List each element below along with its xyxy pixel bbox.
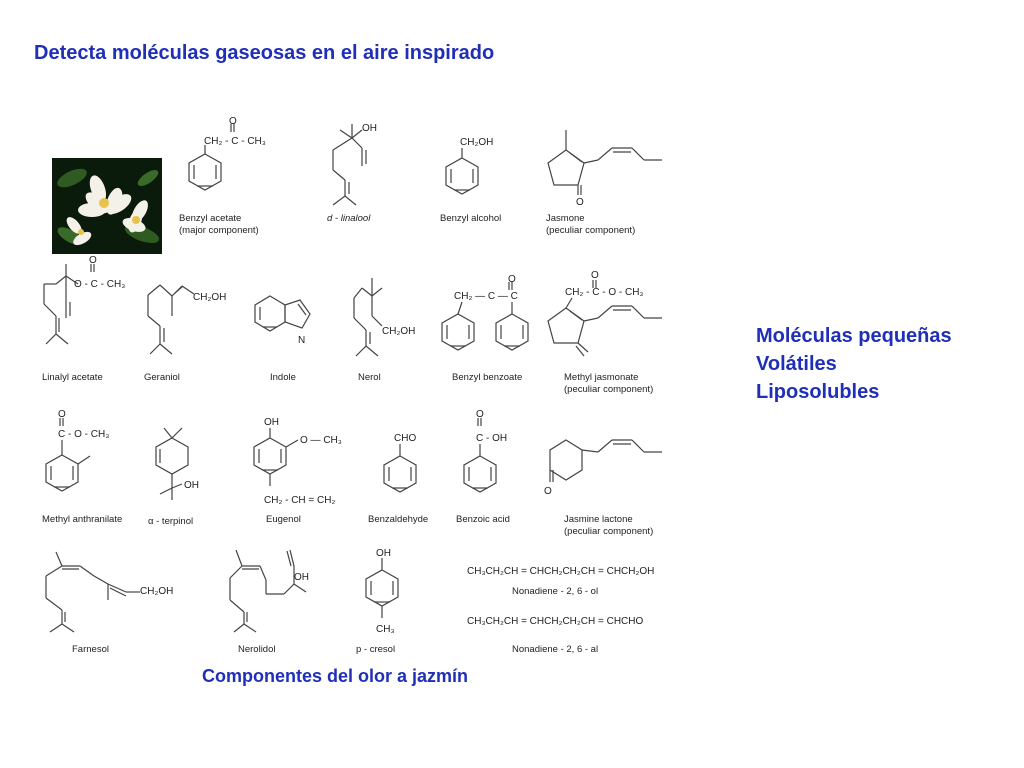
nerol-name: Nerol (358, 372, 381, 383)
jasmone-note: (peculiar component) (546, 225, 636, 236)
jasmine-lactone-note: (peculiar component) (564, 526, 654, 537)
p-cresol-formula: CH₃ (376, 624, 395, 635)
jasmine-lactone-name: Jasmine lactone (564, 514, 633, 525)
geraniol-name: Geraniol (144, 372, 180, 383)
nerolidol-name: Nerolidol (238, 644, 276, 655)
slide-title: Detecta moléculas gaseosas en el aire inspirado (34, 42, 495, 64)
methyl-jasmonate-formula-top: O (591, 270, 599, 281)
eugenol-formula: O — CH₃ (300, 435, 342, 446)
jasmone-name: Jasmone (546, 213, 585, 224)
eugenol-formula-top: OH (264, 417, 279, 428)
figure-caption: Componentes del olor a jazmín (202, 666, 469, 686)
benzyl-acetate-formula: CH₂ - C - CH₃ (204, 136, 266, 147)
linalool-formula: OH (362, 123, 377, 134)
eugenol-name: Eugenol (266, 514, 301, 525)
linalyl-acetate-name: Linalyl acetate (42, 372, 103, 383)
benzoic-acid-name: Benzoic acid (456, 514, 510, 525)
property-volatile: Volátiles (756, 353, 837, 375)
jasmone-formula: O (576, 197, 584, 208)
benzyl-benzoate-formula: CH₂ — C — C (454, 291, 518, 302)
nonadienol-formula: CH₃CH₂CH = CHCH₂CH₂CH = CHCH₂OH (467, 566, 655, 577)
nerolidol-formula: OH (294, 572, 309, 583)
geraniol-formula: CH₂OH (193, 292, 227, 303)
benzyl-benzoate-name: Benzyl benzoate (452, 372, 523, 383)
methyl-jasmonate-name: Methyl jasmonate (564, 372, 639, 383)
jasmine-lactone-formula: O (544, 486, 552, 497)
farnesol-formula: CH₂OH (140, 586, 174, 597)
properties-list (756, 322, 952, 406)
indole-formula: N (298, 335, 306, 346)
linalool-name: d - linalool (327, 213, 371, 224)
benzoic-acid-formula-top: O (476, 409, 484, 420)
benzoic-acid-formula: C - OH (476, 433, 508, 444)
nerol-formula: CH₂OH (382, 326, 416, 337)
benzaldehyde-formula: CHO (394, 433, 417, 444)
property-small-molecules: Moléculas pequeñas (756, 325, 952, 347)
benzaldehyde-name: Benzaldehyde (368, 514, 429, 525)
eugenol-formula-bottom: CH₂ - CH = CH₂ (264, 495, 336, 506)
benzyl-alcohol-name: Benzyl alcohol (440, 213, 502, 224)
property-liposoluble: Liposolubles (756, 381, 880, 403)
nonadienal-name: Nonadiene - 2, 6 - al (512, 644, 599, 655)
terpinol-formula: OH (184, 480, 199, 491)
terpinol-name: α - terpinol (148, 516, 194, 527)
nonadienal-formula: CH₃CH₂CH = CHCH₂CH₂CH = CHCHO (467, 616, 644, 627)
linalyl-acetate-formula-top: O (89, 255, 97, 266)
benzyl-benzoate-formula-top: O (508, 274, 516, 285)
farnesol-name: Farnesol (72, 644, 109, 655)
linalyl-acetate-formula: O - C - CH₃ (74, 279, 126, 290)
benzyl-acetate-name: Benzyl acetate (179, 213, 242, 224)
methyl-anthranilate-name: Methyl anthranilate (42, 514, 123, 525)
nonadienol-name: Nonadiene - 2, 6 - ol (512, 586, 599, 597)
molecule-labels (42, 116, 654, 655)
benzyl-alcohol-formula: CH₂OH (460, 137, 494, 148)
benzyl-acetate-formula-top: O (229, 116, 237, 127)
p-cresol-name: p - cresol (356, 644, 396, 655)
methyl-jasmonate-formula: CH₂ - C - O - CH₃ (565, 287, 644, 298)
methyl-anthranilate-formula-top: O (58, 409, 66, 420)
p-cresol-formula-top: OH (376, 548, 391, 559)
benzyl-acetate-note: (major component) (179, 225, 259, 236)
methyl-jasmonate-note: (peculiar component) (564, 384, 654, 395)
indole-name: Indole (270, 372, 296, 383)
methyl-anthranilate-formula: C - O - CH₃ (58, 429, 110, 440)
